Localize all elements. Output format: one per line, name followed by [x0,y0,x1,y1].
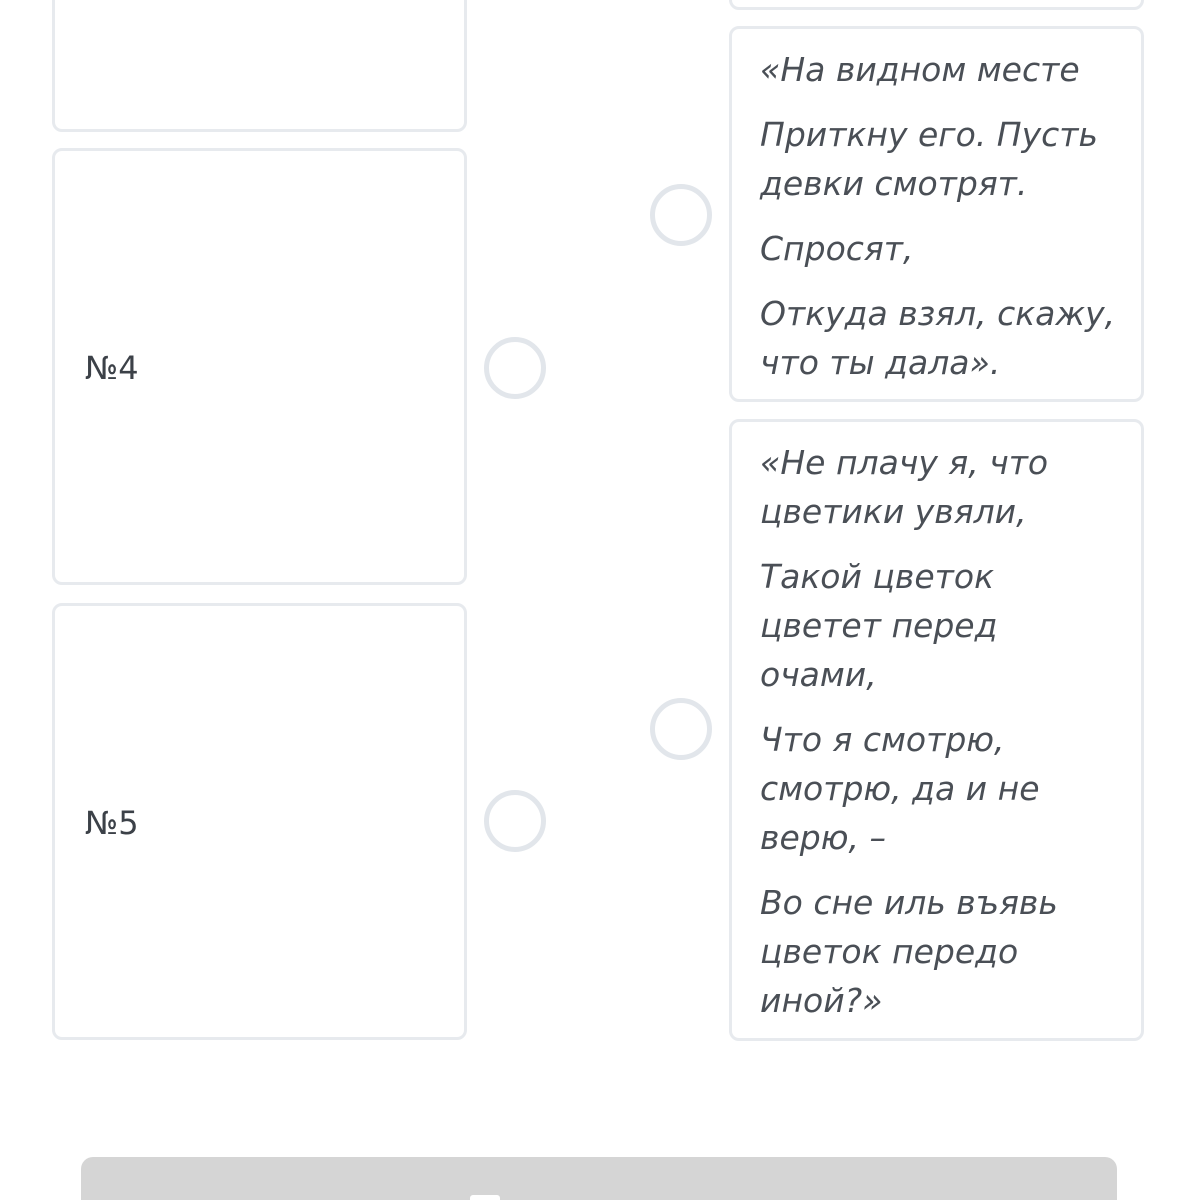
quote-line: «На видном месте [760,50,1080,89]
right-card-quote-a[interactable] [729,26,1144,402]
quote-line: Спросят, [760,229,914,268]
right-card-partial[interactable] [729,0,1144,10]
left-card-label: №4 [85,349,139,387]
quote-line: Во сне иль въявь цветок передо иной?» [760,883,1058,1020]
left-card-5[interactable] [52,603,467,1040]
submit-button[interactable] [81,1157,1117,1200]
left-match-radio-5[interactable] [484,790,546,852]
right-match-radio-b[interactable] [650,698,712,760]
right-match-radio-a[interactable] [650,184,712,246]
quote-line: Что я смотрю, смотрю, да и не верю, – [760,720,1040,857]
quote-text [760,45,1123,403]
quote-line: «Не плачу я, что цветики увяли, [760,443,1049,531]
left-card-4[interactable] [52,148,467,585]
button-icon [470,1195,500,1200]
quote-line: Приткну его. Пусть девки смотрят. [760,115,1098,203]
quote-line: Откуда взял, скажу, что ты дала». [760,294,1116,382]
right-card-quote-b[interactable] [729,419,1144,1041]
left-card-label: №5 [85,804,139,842]
quote-line: Такой цветок цветет перед очами, [760,557,998,694]
quote-text [760,438,1123,1041]
left-card-partial[interactable] [52,0,467,132]
left-match-radio-4[interactable] [484,337,546,399]
